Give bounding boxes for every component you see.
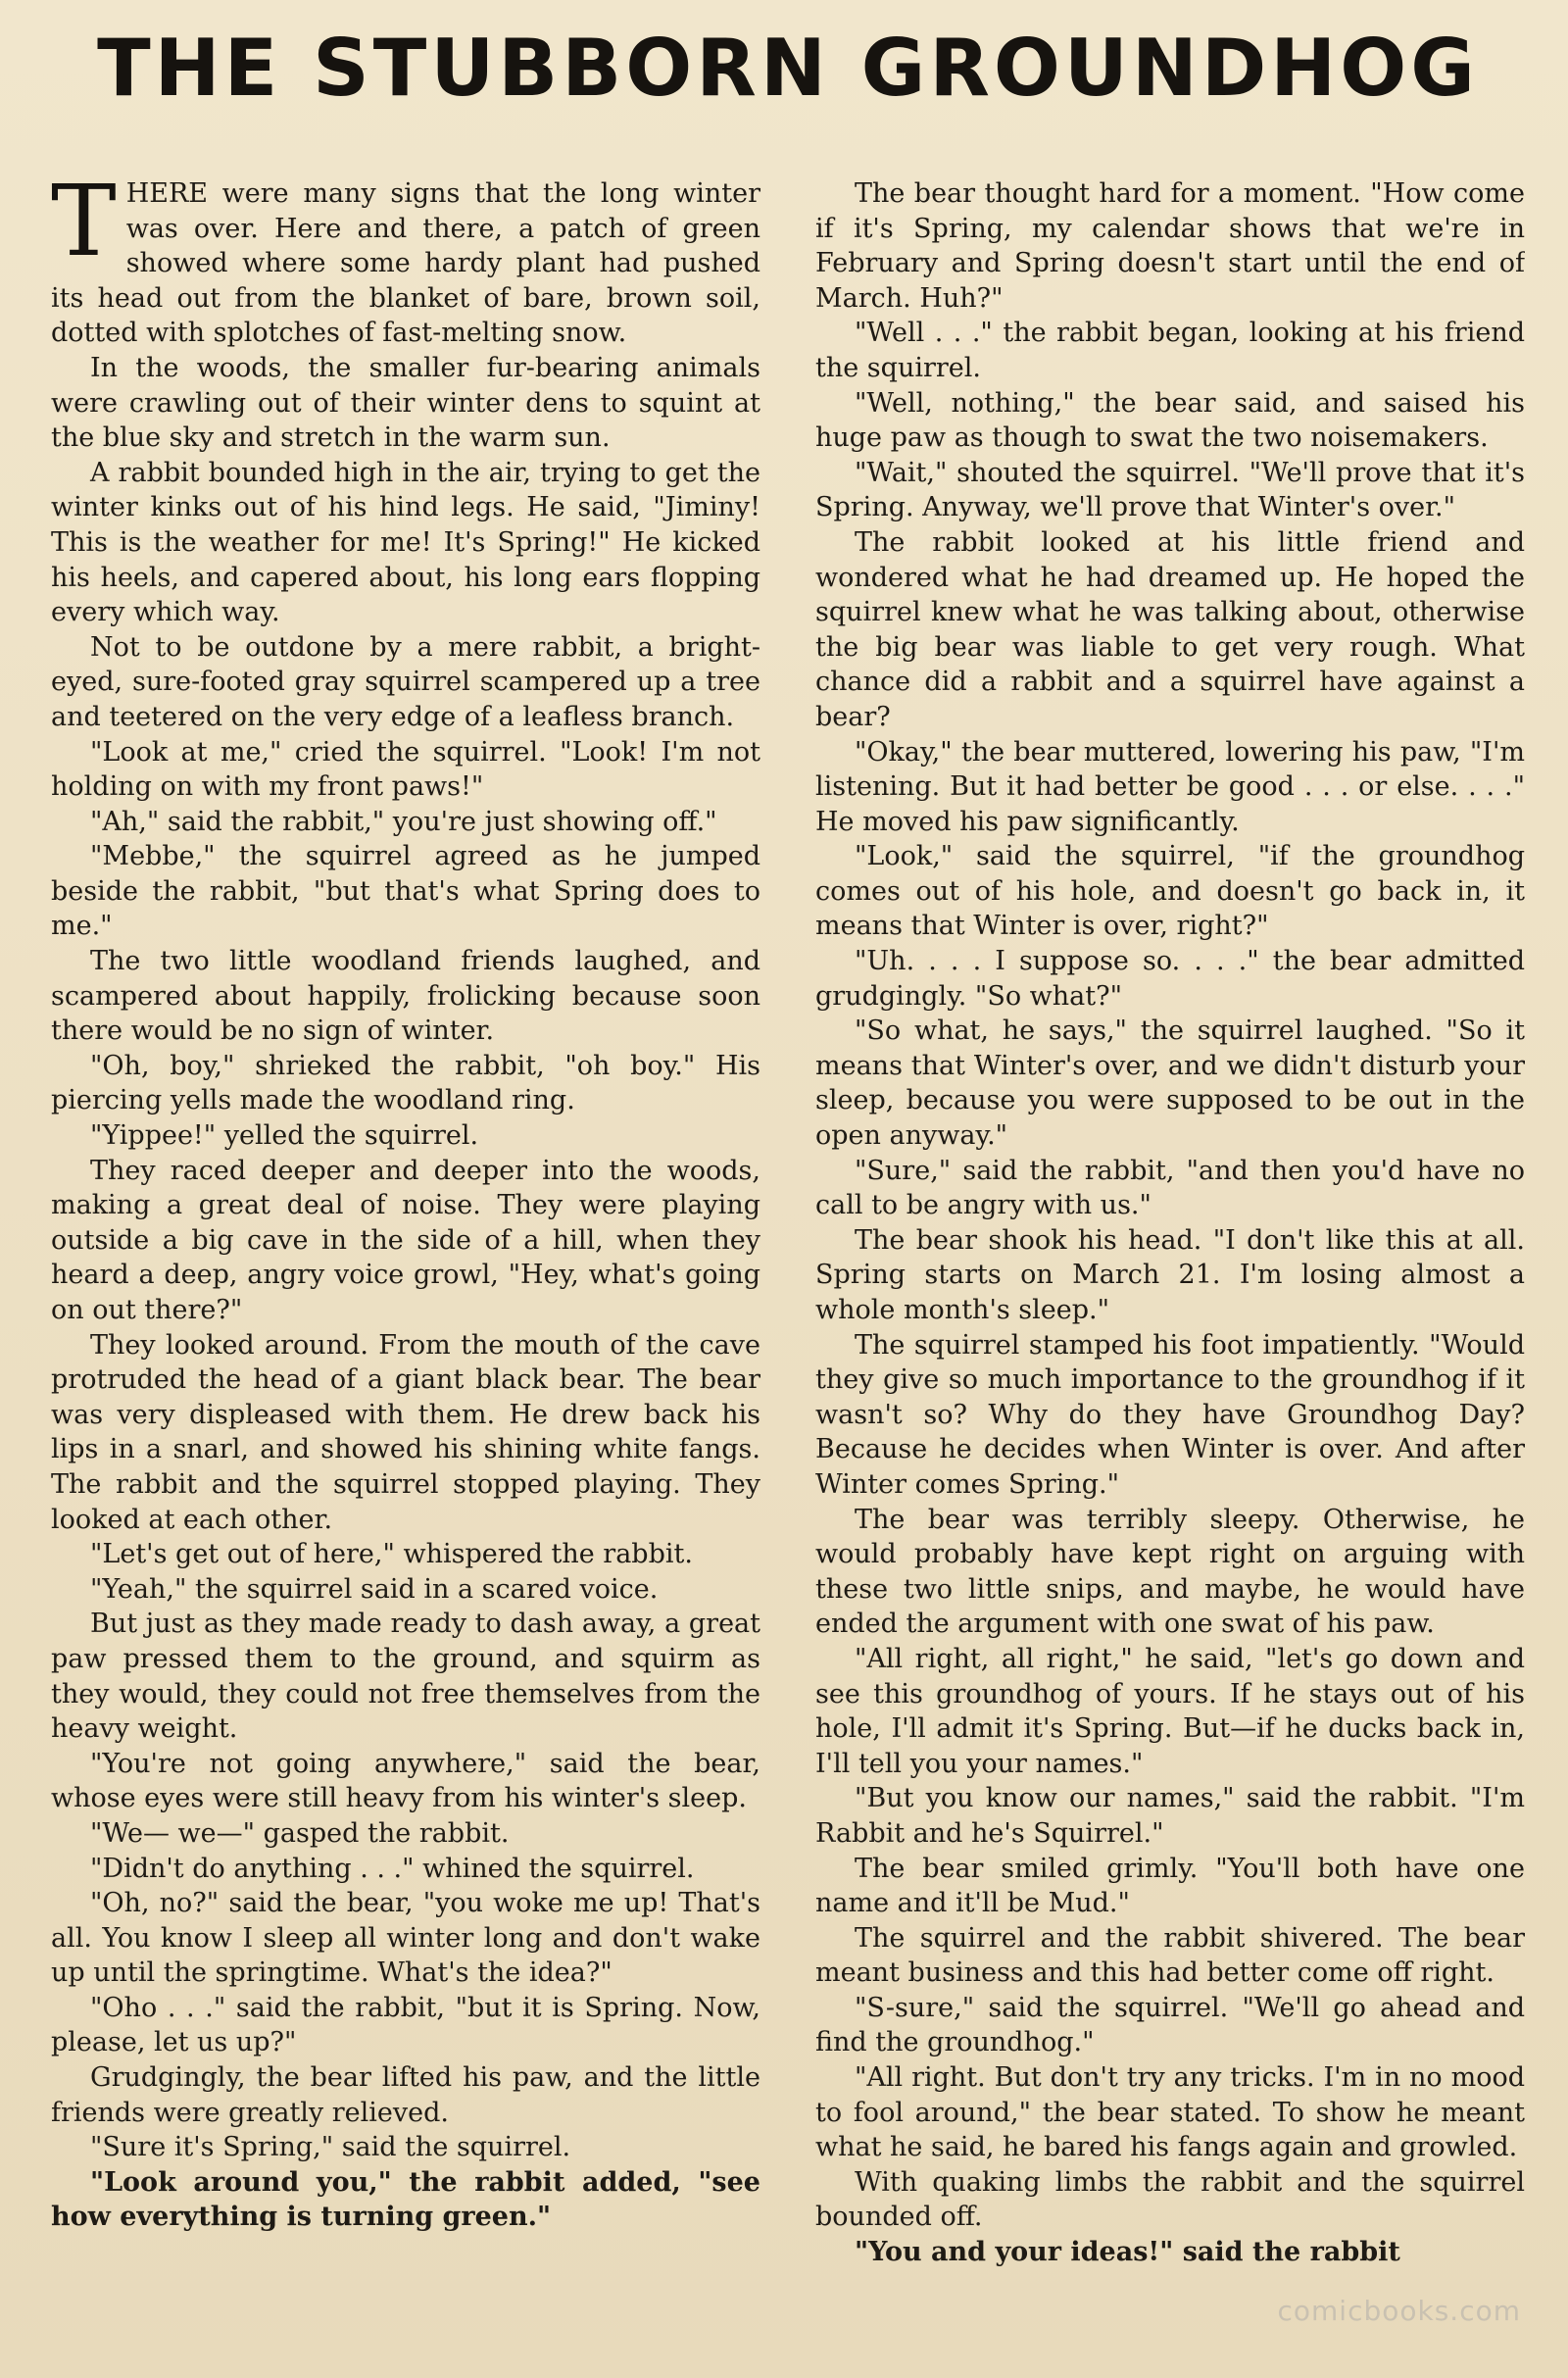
left-column	[51, 176, 760, 2343]
paragraph: "Mebbe," the squirrel agreed as he jumped beside the rabbit, "but that's what Spring does to me."	[51, 841, 760, 942]
paragraph: The squirrel stamped his foot impatiently. "Would they give so much importance to the groundhog if it wasn't so? Why do they have Groundhog Day? Because he decides when Winter is over. And after Winter comes Spring."	[815, 1329, 1525, 1500]
paragraph: Not to be outdone by a mere rabbit, a bright-eyed, sure-footed gray squirrel scampered up a tree and teetered on the very edge of a leafless branch.	[51, 631, 760, 732]
paragraph: "Well . . ." the rabbit began, looking at his friend the squirrel.	[815, 318, 1525, 383]
drop-cap: T	[51, 176, 117, 278]
paragraph: "Yippee!" yelled the squirrel.	[90, 1120, 479, 1152]
paragraph: The squirrel and the rabbit shivered. The bear meant business and this had better come off right.	[815, 1922, 1525, 1989]
paragraph: "We— we—" gasped the rabbit.	[90, 1817, 510, 1849]
paragraph: "All right. But don't try any tricks. I'm in no mood to fool around," the bear stated. To show he meant what he said, he bared his fangs again and growled.	[815, 2062, 1525, 2163]
paragraph: They raced deeper and deeper into the woods, making a great deal of noise. They were playing outside a big cave in the side of a hill, when they heard a deep, angry voice growl, "Hey, what's going on out there?"	[51, 1155, 760, 1325]
paragraph: But just as they made ready to dash away, a great paw pressed them to the ground, and squirm as they would, they could not free themselves from the heavy weight.	[51, 1609, 760, 1745]
paragraph: The bear thought hard for a moment. "How come if it's Spring, my calendar shows that we're in February and Spring doesn't start until the end of March. Huh?"	[815, 178, 1525, 314]
paragraph: In the woods, the smaller fur-bearing animals were crawling out of their winter dens to squint at the blue sky and stretch in the warm sun.	[51, 352, 760, 454]
paragraph: The bear was terribly sleepy. Otherwise, he would probably have kept right on arguing with these two little snips, and maybe, he would have ended the argument with one swat of his paw.	[815, 1504, 1525, 1640]
paragraph: With quaking limbs the rabbit and the squirrel bounded off.	[815, 2166, 1525, 2233]
paragraph: "Let's get out of here," whispered the rabbit.	[90, 1539, 693, 1570]
paragraph: "So what, he says," the squirrel laughed. "So it means that Winter's over, and we didn't disturb your sleep, because you were supposed to be out in the open anyway."	[815, 1016, 1525, 1152]
paragraph: The two little woodland friends laughed, and scampered about happily, frolicking because soon there would be no sign of winter.	[51, 946, 760, 1047]
paragraph: "Well, nothing," the bear said, and saised his huge paw as though to swat the two noisemakers.	[815, 387, 1525, 454]
paragraph: "S-sure," said the squirrel. "We'll go ahead and find the groundhog."	[815, 1992, 1525, 2058]
paragraph: "Look at me," cried the squirrel. "Look! I'm not holding on with my front paws!"	[51, 736, 760, 803]
paragraph: "Yeah," the squirrel said in a scared voice.	[90, 1573, 659, 1605]
paragraph: The bear shook his head. "I don't like this at all. Spring starts on March 21. I'm losing almost a whole month's sleep."	[815, 1224, 1525, 1325]
story-title: THE STUBBORN GROUNDHOG	[97, 23, 1479, 114]
text-columns	[51, 176, 1525, 2343]
paragraph: Grudgingly, the bear lifted his paw, and the little friends were greatly relieved.	[51, 2062, 760, 2128]
paragraph: They looked around. From the mouth of the cave protruded the head of a giant black bear. The bear was very displeased with them. He drew back his lips in a snarl, and showed his shining white fangs. The rabbit and the squirrel stopped playing. They looked at each other.	[51, 1329, 760, 1535]
paragraph: "Ah," said the rabbit," you're just showing off."	[90, 806, 717, 837]
paragraph: "Oho . . ." said the rabbit, "but it is Spring. Now, please, let us up?"	[51, 1992, 760, 2058]
paragraph: "Wait," shouted the squirrel. "We'll prove that it's Spring. Anyway, we'll prove that Winter's over."	[815, 457, 1525, 523]
paragraph: "Oh, boy," shrieked the rabbit, "oh boy." His piercing yells made the woodland ring.	[51, 1050, 760, 1116]
paragraph: "Didn't do anything . . ." whined the squirrel.	[90, 1853, 695, 1884]
paragraph: "Sure it's Spring," said the squirrel.	[90, 2132, 571, 2163]
watermark: comicbooks.com	[1277, 2295, 1521, 2327]
paragraph: "Look," said the squirrel, "if the groundhog comes out of his hole, and doesn't go back in, it means that Winter is over, right?"	[815, 841, 1525, 942]
paragraph: "But you know our names," said the rabbit. "I'm Rabbit and he's Squirrel."	[815, 1783, 1525, 1849]
paragraph: The rabbit looked at his little friend and wondered what he had dreamed up. He hoped the squirrel knew what he was talking about, otherwise the big bear was liable to get very rough. What chance did a rabbit and a squirrel have against a bear?	[815, 526, 1525, 732]
paragraph: The bear smiled grimly. "You'll both have one name and it'll be Mud."	[815, 1853, 1525, 1919]
right-column	[815, 176, 1525, 2343]
paragraph: "You and your ideas!" said the rabbit	[855, 2237, 1400, 2268]
paragraph: "Uh. . . . I suppose so. . . ." the bear admitted grudgingly. "So what?"	[815, 946, 1525, 1012]
paragraph: "Okay," the bear muttered, lowering his paw, "I'm listening. But it had better be good . . . or else. . . ." He moved his paw significantly.	[815, 736, 1525, 837]
paragraph: "Oh, no?" said the bear, "you woke me up! That's all. You know I sleep all winter long and don't wake up until the springtime. What's the idea?"	[51, 1888, 760, 1989]
paragraph: A rabbit bounded high in the air, trying to get the winter kinks out of his hind legs. He said, "Jiminy! This is the weather for me! It's Spring!" He kicked his heels, and capered about, his long ears flopping every which way.	[51, 457, 760, 628]
paragraph: "Look around you," the rabbit added, "see how everything is turning green."	[51, 2166, 760, 2233]
paragraph: "Sure," said the rabbit, "and then you'd have no call to be angry with us."	[815, 1155, 1525, 1221]
paragraph: "All right, all right," he said, "let's go down and see this groundhog of yours. If he stays out of his hole, I'll admit it's Spring. But—if he ducks back in, I'll tell you your names."	[815, 1643, 1525, 1779]
opening-paragraph	[51, 176, 760, 351]
opening-paragraph-text: HERE were many signs that the long winter was over. Here and there, a patch of green showed where some hardy plant had pushed its head out from the blanket of bare, brown soil, dotted with splotches of fast-melting snow.	[51, 178, 760, 349]
paragraph: "You're not going anywhere," said the bear, whose eyes were still heavy from his winter's sleep.	[51, 1748, 760, 1814]
